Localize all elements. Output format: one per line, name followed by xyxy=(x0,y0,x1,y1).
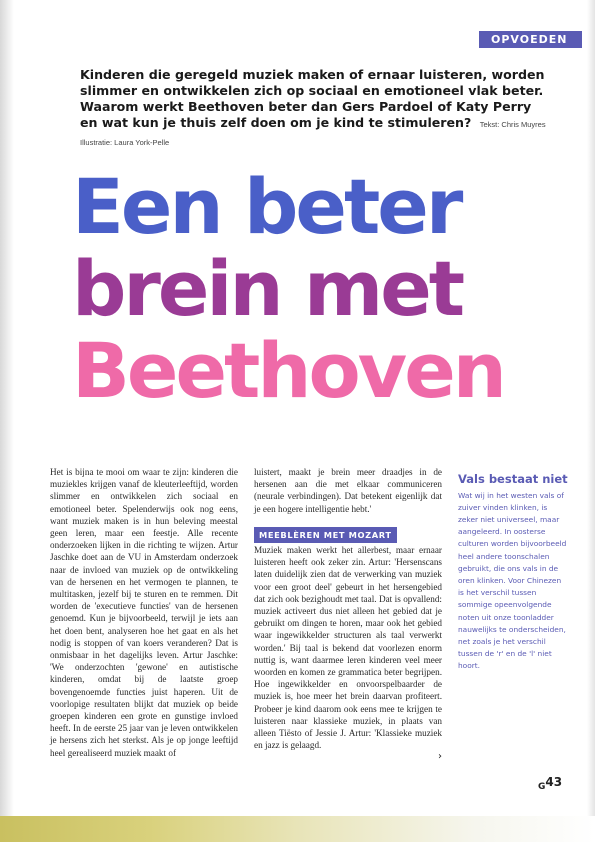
subheading: MEEBLÈREN MET MOZART xyxy=(254,527,397,543)
magazine-logo-icon: G xyxy=(538,782,546,792)
headline-line-3: Beethoven xyxy=(72,326,504,415)
body-paragraph: luistert, maakt je brein meer draadjes in de hersenen aan die met elkaar communiceren (neurale verbindingen). Dat betekent eigenlijk dat je een hogere intelligentie hebt.' xyxy=(254,467,442,514)
section-tab: OPVOEDEN xyxy=(479,31,582,48)
headline-line-1: Een beter xyxy=(72,162,461,251)
page-number xyxy=(538,775,563,792)
sidebar-text: Wat wij in het westen vals of zuiver vinden klinken, is zeker niet universeel, maar aangeleerd. In oosterse culturen worden bijvoorbeeld heel andere toonschalen gebruikt, die ons vals in de oren klinken. Voor Chinezen is het verschil tussen sommige opeenvolgende noten uit onze toonladder nauwelijks te onderscheiden, net zoals je het verschil tussen de 'r' en de 'l' niet hoort. xyxy=(458,490,567,671)
continue-arrow-icon: › xyxy=(438,751,442,762)
headline xyxy=(72,162,572,415)
headline-line-2: brein met xyxy=(72,244,463,333)
page-edge-shadow xyxy=(587,0,595,842)
intro-text: Kinderen die geregeld muziek maken of ernaar luisteren, worden slimmer en ontwikkelen zich op sociaal en emotioneel vlak beter. Waarom werkt Beethoven beter dan Gers Pardoel of Katy Perry en wat kun je thuis zelf doen om je kind te stimuleren? xyxy=(80,67,545,130)
footer-color-strip xyxy=(0,816,595,842)
page-number-value: 43 xyxy=(545,775,563,789)
intro-paragraph xyxy=(80,67,550,151)
credits: Tekst: Chris Muyres Illustratie: Laura York-Pelle xyxy=(80,120,546,147)
page-gutter-shadow xyxy=(0,0,14,842)
body-paragraph: Muziek maken werkt het allerbest, maar ernaar luisteren heeft ook zeker zin. Artur: 'Hersenscans laten duidelijk zien dat de verwerking van muziek voor een groot deel' gebeurt in het hersengebied dat zich ook bezighoudt met taal. Dat is opvallend: muziek activeert dus niet alleen het gebied dat je gebruikt om dingen te horen, maar ook het gebied waar ingewikkelder structuren als taal verwerkt worden.' Bij taal is bekend dat voorlezen enorm nuttig is, want daarmee leren kinderen veel meer woorden en komen ze grammatica beter begrijpen. Hoe ingewikkelder en onvoorspelbaarder de muziek is, hoe meer het brein daarvan profiteert. Probeer je kind daarom ook eens mee te krijgen te luisteren naar klassieke muziek, in plaats van alleen Tiësto of Jessie J. Artur: 'Klassieke muziek en jazz is gelaagd. xyxy=(254,545,442,751)
sidebar-title: Vals bestaat niet xyxy=(458,472,568,486)
body-paragraph: Het is bijna te mooi om waar te zijn: kinderen die muziekles krijgen vanaf de kleuterleeftijd, worden slimmer en ontwikkelen zich sociaal en emotioneel beter. Spelenderwijs ook nog eens, want muziek maken is in hun beleving meestal geen leren, maar een feestje. Alle recente onderzoeken lijken in die richting te wijzen. Artur Jaschke doet aan de VU in Amsterdam onderzoek naar de invloed van muziek op de ontwikkeling van de hersenen en het vermogen te plannen, te multitasken, jezelf bij te sturen en te remmen. Dit worden de 'executieve functies' van de hersenen genoemd. Kun je bijvoorbeeld, terwijl je iets aan het doen bent, analyseren hoe het gaat en als het nodig is stoppen of van koers veranderen? Dat is onmisbaar in het dagelijks leven. Artur Jaschke: 'We onderzochten 'gewone' en autistische kinderen, omdat bij de laatste groep bovengenoemde functies juist haperen. Uit de voorlopige resultaten blijkt dat muziek op beide groepen kinderen een grote en gunstige invloed heeft. In de eerste 25 jaar van je leven ontwikkelen je hersens zich het sterkst. Als je op jonge leeftijd heel gerealiseerd muziek maakt of xyxy=(50,467,238,758)
body-column-1 xyxy=(50,466,238,759)
body-column-2 xyxy=(254,466,442,751)
sidebar-box xyxy=(458,473,568,673)
